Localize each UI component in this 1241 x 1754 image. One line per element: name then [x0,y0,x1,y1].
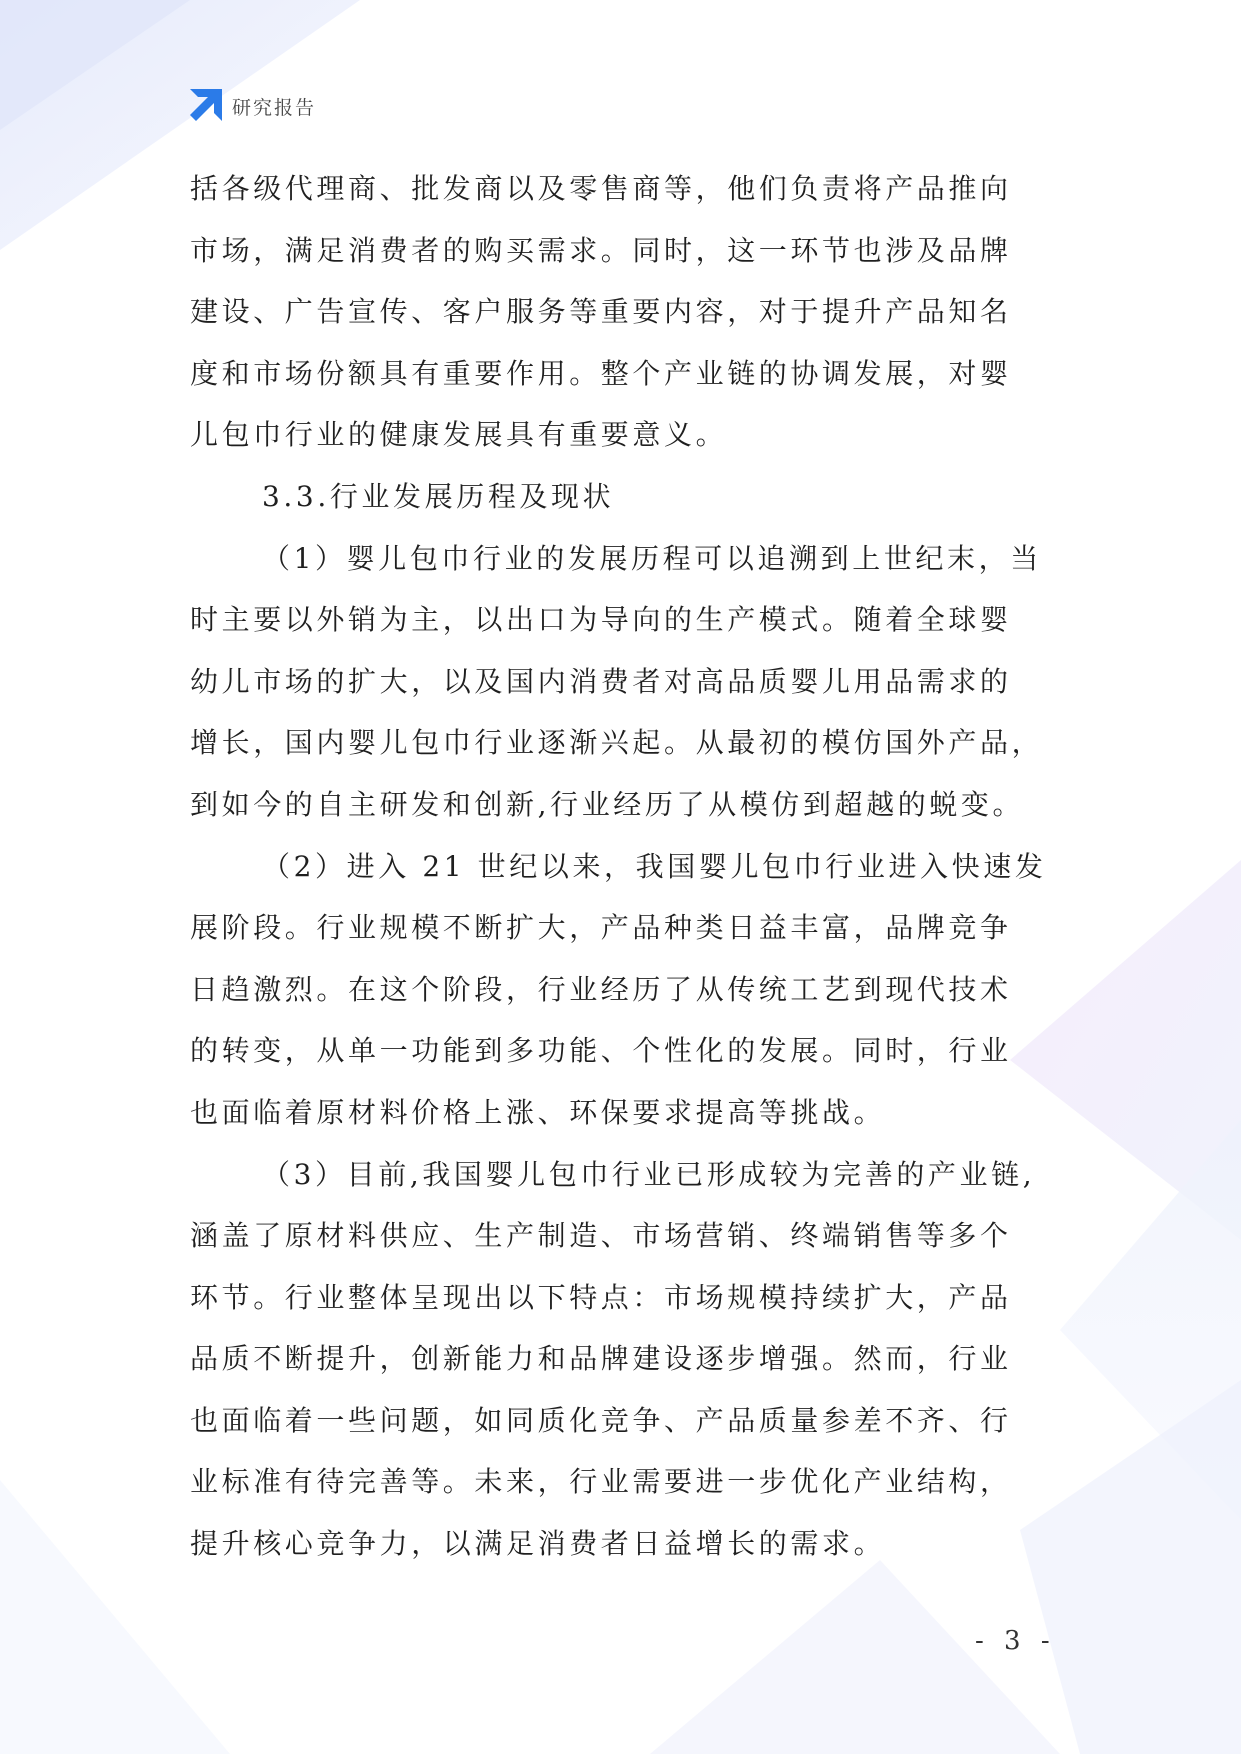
document-body [190,158,1050,1575]
text-line: 也面临着原材料价格上涨、环保要求提高等挑战。 [190,1095,886,1129]
arrow-up-right-icon [188,89,222,123]
text-line: 提升核心竞争力，以满足消费者日益增长的需求。 [190,1527,886,1561]
text-line: 环节。行业整体呈现出以下特点：市场规模持续扩大，产品 [190,1280,1012,1314]
text-line: 涵盖了原材料供应、生产制造、市场营销、终端销售等多个 [190,1219,1012,1253]
report-header [188,88,316,124]
text-line: 日趋激烈。在这个阶段，行业经历了从传统工艺到现代技术 [190,972,1012,1006]
text-line: 括各级代理商、批发商以及零售商等，他们负责将产品推向 [190,172,1012,205]
text-line: 幼儿市场的扩大，以及国内消费者对高品质婴儿用品需求的 [190,664,1012,698]
text-line: 的转变，从单一功能到多功能、个性化的发展。同时，行业 [190,1034,1012,1068]
text-line: 建设、广告宣传、客户服务等重要内容，对于提升产品知名 [190,295,1012,329]
text-line: 儿包巾行业的健康发展具有重要意义。 [190,418,728,452]
text-line: 品质不断提升，创新能力和品牌建设逐步增强。然而，行业 [190,1342,1012,1376]
text-line: 度和市场份额具有重要作用。整个产业链的协调发展，对婴 [190,356,1012,390]
paragraph-start: （2）进入 21 世纪以来，我国婴儿包巾行业进入快速发 [262,849,1047,883]
text-line: 到如今的自主研发和创新,行业经历了从模仿到超越的蜕变。 [190,787,1025,821]
text-line: 展阶段。行业规模不断扩大，产品种类日益丰富，品牌竞争 [190,911,1012,945]
text-line: 业标准有待完善等。未来，行业需要进一步优化产业结构， [190,1465,1012,1499]
text-line: 时主要以外销为主，以出口为导向的生产模式。随着全球婴 [190,603,1012,637]
page-number: - 3 - [975,1626,1056,1656]
text-line: 增长，国内婴儿包巾行业逐渐兴起。从最初的模仿国外产品， [190,726,1044,760]
paragraph-start: （1）婴儿包巾行业的发展历程可以追溯到上世纪末，当 [262,541,1042,575]
section-heading: 3.3.行业发展历程及现状 [262,479,615,513]
text-line: 也面临着一些问题，如同质化竞争、产品质量参差不齐、行 [190,1403,1012,1437]
header-title: 研究报告 [232,96,317,119]
paragraph-start: （3）目前,我国婴儿包巾行业已形成较为完善的产业链, [262,1157,1036,1191]
text-line: 市场，满足消费者的购买需求。同时，这一环节也涉及品牌 [190,233,1012,267]
